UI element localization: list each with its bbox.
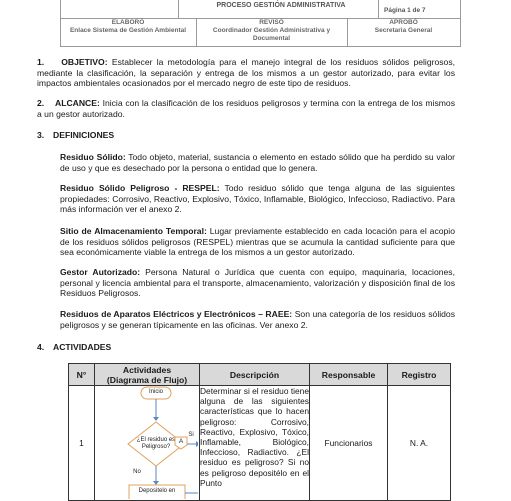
elaborated-label: ELABORÓ xyxy=(111,19,145,26)
header-divider xyxy=(60,46,461,47)
no-label: No xyxy=(133,469,141,475)
table-row xyxy=(69,386,451,501)
definition-item xyxy=(60,226,455,258)
row-description: Determinar si el residuo tiene alguna de las siguientes características que lo hacen peligroso: Corrosivo, Reactivo, Explosivo, Tóxico, Inflamable, Biológico, Infeccioso, Radiactivo. ¿El residuo es peligroso? Si no es peligroso depositélo en el Punto xyxy=(200,386,310,501)
arrow-head xyxy=(153,481,159,485)
section-title: OBJETIVO: xyxy=(61,57,108,67)
objective-section xyxy=(37,57,455,89)
column-header-line: (Diagrama de Flujo) xyxy=(106,374,188,385)
section-title: ACTIVIDADES xyxy=(53,342,112,352)
decision-label-line: ¿El residuo es xyxy=(136,437,176,443)
approved-label: APROBÓ xyxy=(389,19,418,26)
definition-term: Sitio de Almacenamiento Temporal: xyxy=(60,226,207,236)
definition-term: Residuo Sólido: xyxy=(60,152,126,162)
definition-text: Todo residuo sólido que tenga alguna de las siguientes propiedades: Corrosivo, Reactivo, Explosivo, Tóxico, Inflamable, Biológico, Infeccioso, Radiactivo. Para más información ver el anexo 2. xyxy=(60,183,455,215)
definition-item xyxy=(60,183,455,215)
section-title: DEFINICIONES xyxy=(53,130,115,140)
definition-text: Son una categoría de los residuos sólidos peligrosos y se generan típicamente en las oficinas. Ver anexo 2. xyxy=(60,309,455,330)
connector-a xyxy=(174,436,188,450)
column-header-activities xyxy=(95,364,200,386)
column-header-line: Actividades xyxy=(122,364,172,375)
section-number: 3. xyxy=(37,130,45,140)
definition-text: Todo objeto, material, sustancia o elemento en estado sólido que ha perdido su valor de uso y que es desechado por la persona o entidad que lo genera. xyxy=(60,152,456,173)
scope-text: Inicia con la clasificación de los residuos peligrosos y termina con la entrega de los mismos a un gestor autorizado. xyxy=(37,98,455,119)
process-title: PROCESO GESTIÓN ADMINISTRATIVA xyxy=(216,2,346,9)
row-responsible: Funcionarios xyxy=(310,386,388,501)
activities-table xyxy=(68,363,451,501)
deposit-label: Depositelo en xyxy=(138,488,176,494)
definition-term: Residuo Sólido Peligroso - RESPEL: xyxy=(60,183,220,193)
header-divider xyxy=(378,0,379,18)
reviewed-label: REVISÓ xyxy=(259,19,284,26)
reviewed-value-line: Coordinador Gestión Administrativa y xyxy=(212,27,331,34)
connector-label: A xyxy=(178,438,184,445)
approved-value: Secretaria General xyxy=(374,27,433,34)
definition-item xyxy=(60,309,455,330)
column-header-description: Descripción xyxy=(200,364,310,386)
header-divider xyxy=(178,0,179,18)
definition-item xyxy=(60,267,455,299)
elaborated-value: Enlace Sistema de Gestión Ambiental xyxy=(69,27,187,34)
definitions-heading xyxy=(37,130,114,140)
start-label: Inicio xyxy=(148,389,163,395)
definition-text: Persona Natural o Jurídica que cuenta con equipo, maquinaria, locaciones, personal y licencia ambiental para el transporte, almacenamiento, valorización y disposición final de los Residuos Peligrosos. xyxy=(60,267,455,299)
scope-section xyxy=(37,98,455,119)
row-number: 1 xyxy=(69,386,95,501)
section-number: 2. xyxy=(37,98,45,108)
section-number: 1. xyxy=(37,57,45,67)
reviewed-value-line: Documental xyxy=(252,35,291,42)
column-header-responsible: Responsable xyxy=(310,364,388,386)
section-title: ALCANCE: xyxy=(54,98,100,108)
activities-heading xyxy=(37,342,111,352)
arrow-head xyxy=(196,441,198,447)
reviewed-value xyxy=(196,27,347,43)
column-header-record: Registro xyxy=(388,364,451,386)
decision-label-line: Peligroso? xyxy=(141,444,171,450)
table-header-row xyxy=(69,364,451,386)
page-number: Página 1 de 7 xyxy=(384,7,426,14)
yes-label: Si xyxy=(188,432,194,438)
column-header-num: N° xyxy=(69,364,95,386)
header-border-right xyxy=(460,0,461,47)
arrow-head xyxy=(153,417,159,421)
definition-term: Gestor Autorizado: xyxy=(60,267,141,277)
section-number: 4. xyxy=(37,342,45,352)
row-record: N. A. xyxy=(388,386,451,501)
definition-term: Residuos de Aparatos Eléctricos y Electrónicos – RAEE: xyxy=(60,309,293,319)
definition-item xyxy=(60,152,455,173)
definition-text: Lugar previamente establecido en cada locación para el acopio de los residuos sólidos peligrosos (RESPEL) mientras que se acumula la cantidad suficiente para que sea económicamente viable la entrega de los mismos a un gestor autorizado. xyxy=(60,226,455,258)
objective-text: Establecer la metodología para el manejo integral de los residuos sólidos peligrosos, mediante la clasificación, la separación y entrega de los mismos a un gestor autorizado, para evitar los impactos ambientales ocasionados por el mercado negro de este tipo de residuos. xyxy=(37,57,455,89)
